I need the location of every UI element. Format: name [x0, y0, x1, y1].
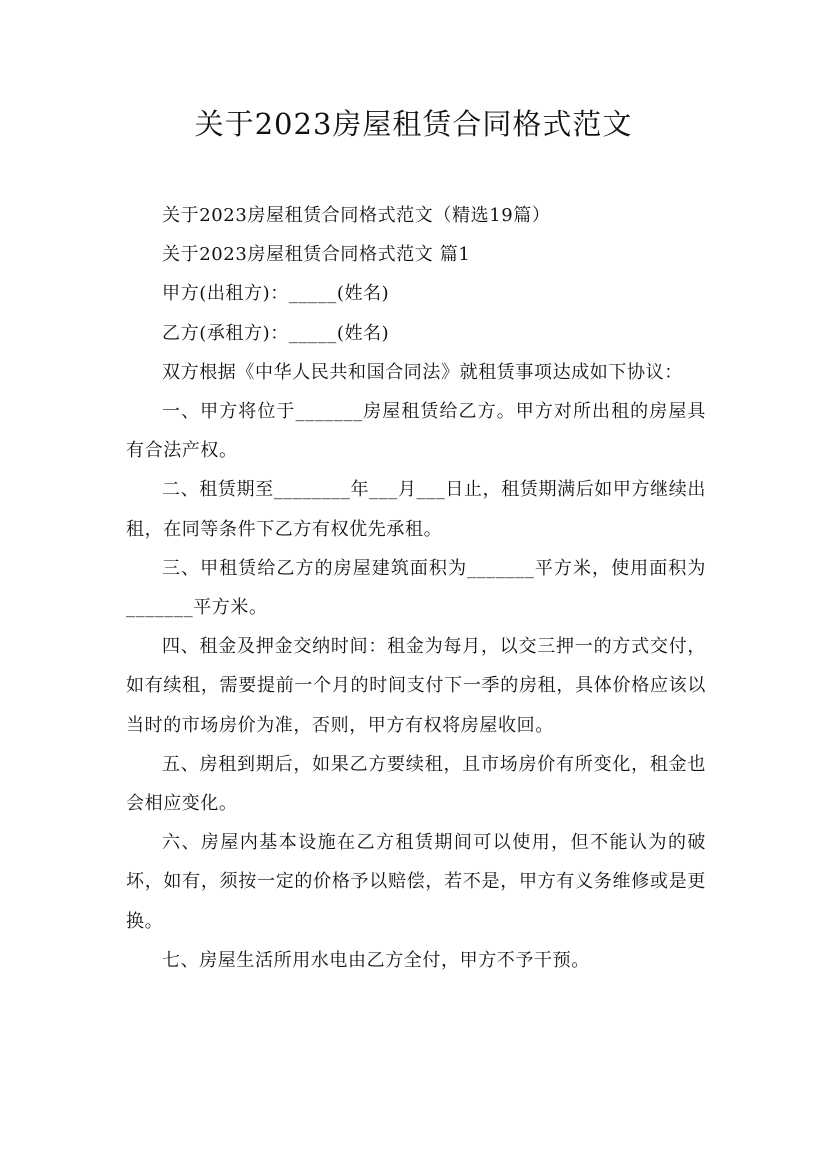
paragraph-clause-1: 一、甲方将位于_______房屋租赁给乙方。甲方对所出租的房屋具有合法产权。 [126, 401, 706, 462]
paragraph-party-b: 乙方(承租方)：_____(姓名) [162, 322, 390, 344]
paragraph-clause-7: 七、房屋生活所用水电由乙方全付，甲方不予干预。 [162, 949, 590, 971]
paragraph-subtitle: 关于2023房屋租赁合同格式范文（精选19篇） [162, 205, 551, 226]
paragraph-clause-4: 四、租金及押金交纳时间：租金为每月，以交三押一的方式交付，如有续租，需要提前一个月的时间支付下一季的房租，具体价格应该以当时的市场房价为准，否则，甲方有权将房屋收回。 [126, 636, 706, 736]
paragraph-section-heading: 关于2023房屋租赁合同格式范文 篇1 [162, 244, 471, 266]
paragraph-clause-6: 六、房屋内基本设施在乙方租赁期间可以使用，但不能认为的破坏，如有，须按一定的价格予以赔偿，若不是，甲方有义务维修或是更换。 [126, 832, 706, 932]
paragraph-agreement-intro: 双方根据《中华人民共和国合同法》就租赁事项达成如下协议： [162, 361, 683, 383]
paragraph-clause-3: 三、甲租赁给乙方的房屋建筑面积为_______平方米，使用面积为_______平方米。 [126, 557, 706, 619]
paragraph-clause-5: 五、房租到期后，如果乙方要续租，且市场房价有所变化，租金也会相应变化。 [126, 753, 706, 815]
paragraph-clause-2: 二、租赁期至________年___月___日止，租赁期满后如甲方继续出租，在同等条件下乙方有权优先承租。 [126, 479, 706, 540]
paragraph-party-a: 甲方(出租方)：_____(姓名) [162, 283, 390, 305]
document-body [126, 196, 706, 980]
document-title: 关于2023房屋租赁合同格式范文 [194, 107, 633, 141]
